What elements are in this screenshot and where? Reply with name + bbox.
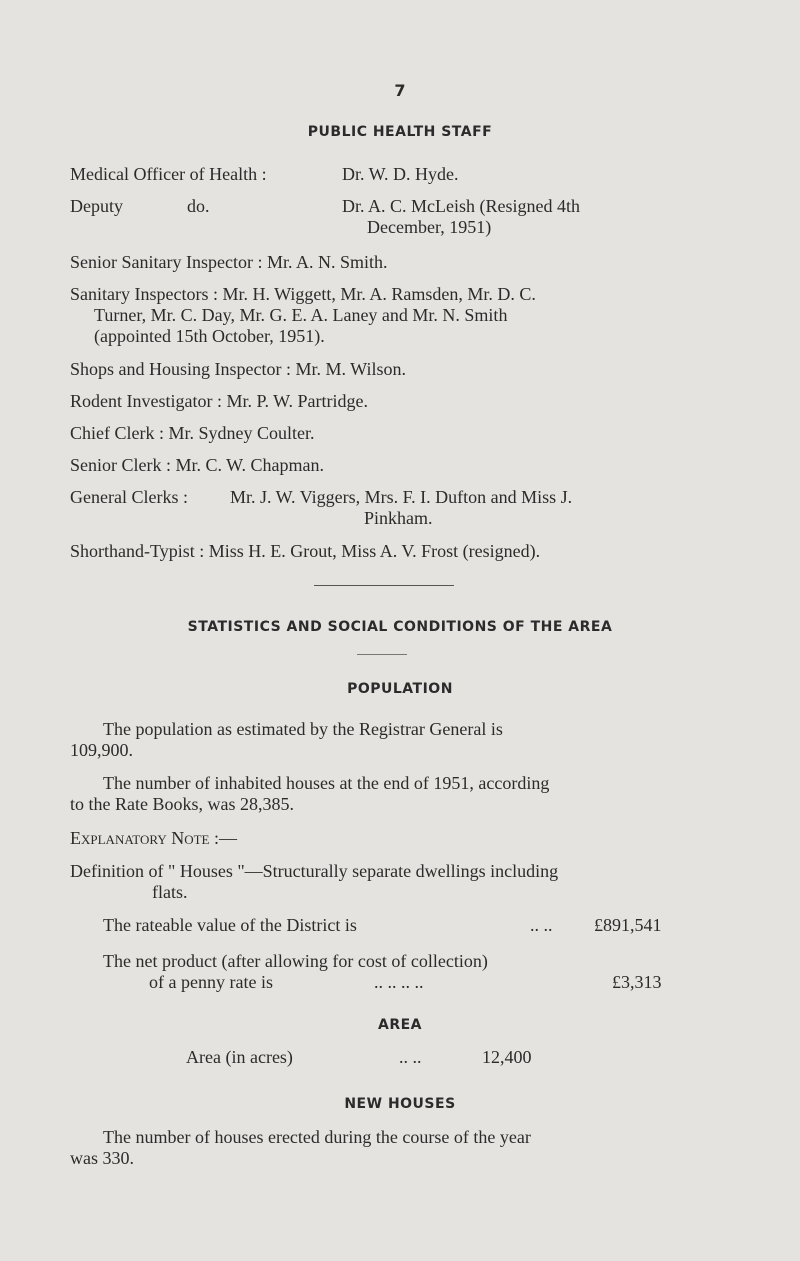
staff-general-clerks-line2: Pinkham.	[364, 508, 433, 528]
staff-sanitary-inspectors-line1: Sanitary Inspectors : Mr. H. Wiggett, Mr. A. Ramsden, Mr. D. C.	[70, 284, 536, 304]
penny-rate-label-line1: The net product (after allowing for cost of collection)	[103, 951, 488, 971]
houses-para-line1: The number of inhabited houses at the end of 1951, according	[103, 773, 550, 793]
rateable-value-amount: £891,541	[594, 915, 662, 935]
area-label: Area (in acres)	[186, 1047, 293, 1067]
houses-para-line2: to the Rate Books, was 28,385.	[70, 794, 294, 814]
heading-population: POPULATION	[347, 681, 453, 697]
penny-rate-leader: .. .. .. ..	[374, 972, 424, 992]
staff-sanitary-inspectors-line3: (appointed 15th October, 1951).	[94, 326, 325, 346]
staff-general-clerks-role: General Clerks :	[70, 487, 188, 507]
staff-medical-officer-role: Medical Officer of Health :	[70, 164, 267, 184]
heading-new-houses: NEW HOUSES	[344, 1096, 456, 1112]
area-value: 12,400	[482, 1047, 532, 1067]
staff-deputy-name-line1: Dr. A. C. McLeish (Resigned 4th	[342, 196, 580, 216]
area-leader: .. ..	[399, 1047, 422, 1067]
definition-line1: Definition of " Houses "—Structurally separate dwellings including	[70, 861, 559, 881]
page-number: 7	[394, 81, 406, 100]
staff-deputy-ditto: do.	[187, 196, 210, 216]
staff-shorthand-typist: Shorthand-Typist : Miss H. E. Grout, Miss A. V. Frost (resigned).	[70, 541, 541, 561]
staff-chief-clerk: Chief Clerk : Mr. Sydney Coulter.	[70, 423, 315, 443]
penny-rate-label-line2: of a penny rate is	[149, 972, 273, 992]
rateable-value-leader: .. ..	[530, 915, 553, 935]
penny-rate-amount: £3,313	[612, 972, 662, 992]
heading-public-health-staff: PUBLIC HEALTH STAFF	[307, 124, 493, 140]
rateable-value-label: The rateable value of the District is	[103, 915, 357, 935]
heading-statistics: STATISTICS AND SOCIAL CONDITIONS OF THE AREA	[187, 619, 613, 635]
divider-long	[314, 585, 454, 586]
staff-deputy-name-line2: December, 1951)	[367, 217, 492, 237]
explanatory-note-label: Explanatory Note :—	[70, 828, 237, 848]
staff-medical-officer-name: Dr. W. D. Hyde.	[342, 164, 459, 184]
heading-area: AREA	[377, 1017, 422, 1033]
staff-sanitary-inspectors-line2: Turner, Mr. C. Day, Mr. G. E. A. Laney and Mr. N. Smith	[94, 305, 508, 325]
staff-shops-housing-inspector: Shops and Housing Inspector : Mr. M. Wilson.	[70, 359, 406, 379]
staff-senior-clerk: Senior Clerk : Mr. C. W. Chapman.	[70, 455, 324, 475]
divider-short	[357, 654, 407, 655]
definition-line2: flats.	[152, 882, 188, 902]
population-para-line2: 109,900.	[70, 740, 133, 760]
population-para-line1: The population as estimated by the Registrar General is	[103, 719, 503, 739]
staff-senior-sanitary-inspector: Senior Sanitary Inspector : Mr. A. N. Smith.	[70, 252, 388, 272]
staff-general-clerks-line1: Mr. J. W. Viggers, Mrs. F. I. Dufton and Miss J.	[230, 487, 573, 507]
new-houses-line1: The number of houses erected during the course of the year	[103, 1127, 531, 1147]
staff-deputy-role: Deputy	[70, 196, 123, 216]
new-houses-line2: was 330.	[70, 1148, 134, 1168]
staff-rodent-investigator: Rodent Investigator : Mr. P. W. Partridge.	[70, 391, 368, 411]
